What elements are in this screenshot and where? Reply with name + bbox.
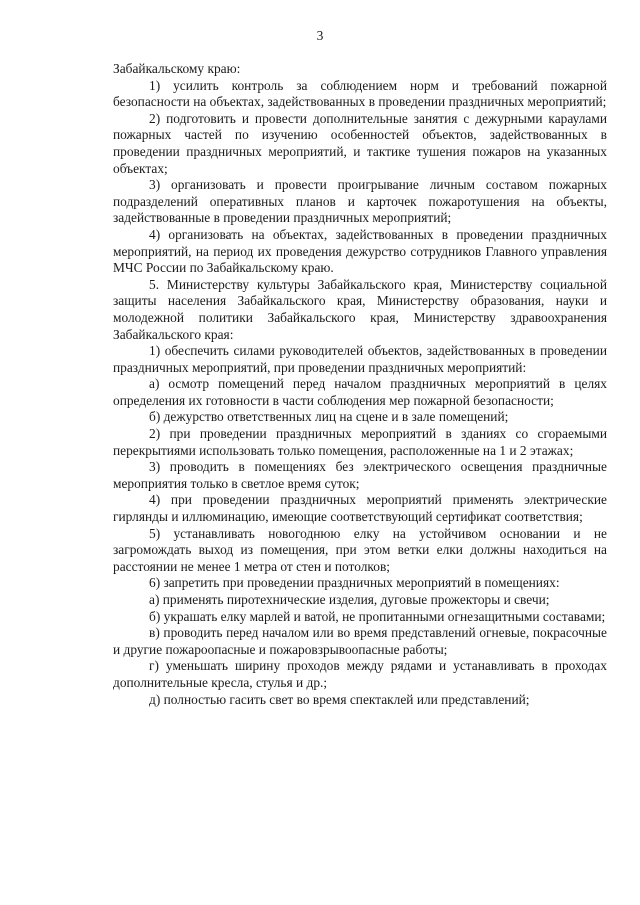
paragraph-item-3: 3) проводить в помещениях без электрического освещения праздничные мероприятия только в светлое время суток; — [113, 459, 607, 491]
paragraph-subitem-a: а) осмотр помещений перед началом праздничных мероприятий в целях определения их готовности в части соблюдения мер пожарной безопасности; — [113, 376, 607, 408]
paragraph-continuation: Забайкальскому краю: — [113, 61, 241, 76]
paragraph-item-2: 2) при проведении праздничных мероприятий в зданиях со сгораемыми перекрытиями использовать только помещения, расположенные на 1 и 2 этажах; — [113, 426, 607, 458]
paragraph-item-3: 3) организовать и провести проигрывание личным составом пожарных подразделений оперативных планов и карточек пожаротушения на объекты, задействованные в проведении праздничных мероприятий; — [113, 177, 607, 226]
paragraph-subitem-b: б) украшать елку марлей и ватой, не пропитанными огнезащитными составами; — [149, 608, 606, 624]
paragraph-subitem-g: г) уменьшать ширину проходов между рядами и устанавливать в проходах дополнительные кресла, стулья и др.; — [113, 658, 607, 690]
paragraph-item-6: 6) запретить при проведении праздничных мероприятий в помещениях: — [149, 575, 560, 591]
paragraph-subitem-v: в) проводить перед началом или во время представлений огневые, покрасочные и другие пожароопасные и пожаровзрывоопасные работы; — [113, 625, 607, 657]
paragraph-item-1: 1) усилить контроль за соблюдением норм и требований пожарной безопасности на объектах, задействованных в проведении праздничных мероприятий; — [113, 77, 607, 110]
paragraph-subitem-d: д) полностью гасить свет во время спектаклей или представлений; — [149, 691, 530, 707]
page-number: 3 — [316, 28, 324, 43]
paragraph-section-5: 5. Министерству культуры Забайкальского края, Министерству социальной защиты населения Забайкальского края, Министерству образования, науки и молодежной политики Забайкальского края, Министерству здравоохранения Забайкальского края: — [113, 276, 607, 342]
paragraph-item-4: 4) при проведении праздничных мероприятий применять электрические гирлянды и иллюминацию, имеющие соответствующий сертификат соответствия; — [113, 492, 607, 525]
document-body — [113, 61, 607, 708]
paragraph-item-5: 5) устанавливать новогоднюю елку на устойчивом основании и не загромождать выход из помещения, при этом ветки елки должны находиться на расстоянии не менее 1 метра от стен и потолков; — [113, 525, 607, 574]
paragraph-item-2: 2) подготовить и провести дополнительные занятия с дежурными караулами пожарных частей по изучению особенностей объектов, задействованных в проведении праздничных мероприятий, и тактике тушения пожаров на указанных объектах; — [113, 110, 607, 176]
paragraph-item-1: 1) обеспечить силами руководителей объектов, задействованных в проведении праздничных мероприятий, при проведении праздничных мероприятий: — [113, 343, 607, 375]
paragraph-subitem-b: б) дежурство ответственных лиц на сцене и в зале помещений; — [149, 409, 509, 425]
paragraph-item-4: 4) организовать на объектах, задействованных в проведении праздничных мероприятий, на период их проведения дежурство сотрудников Главного управления МЧС России по Забайкальскому краю. — [113, 226, 607, 276]
paragraph-subitem-a: а) применять пиротехнические изделия, дуговые прожекторы и свечи; — [149, 592, 550, 607]
